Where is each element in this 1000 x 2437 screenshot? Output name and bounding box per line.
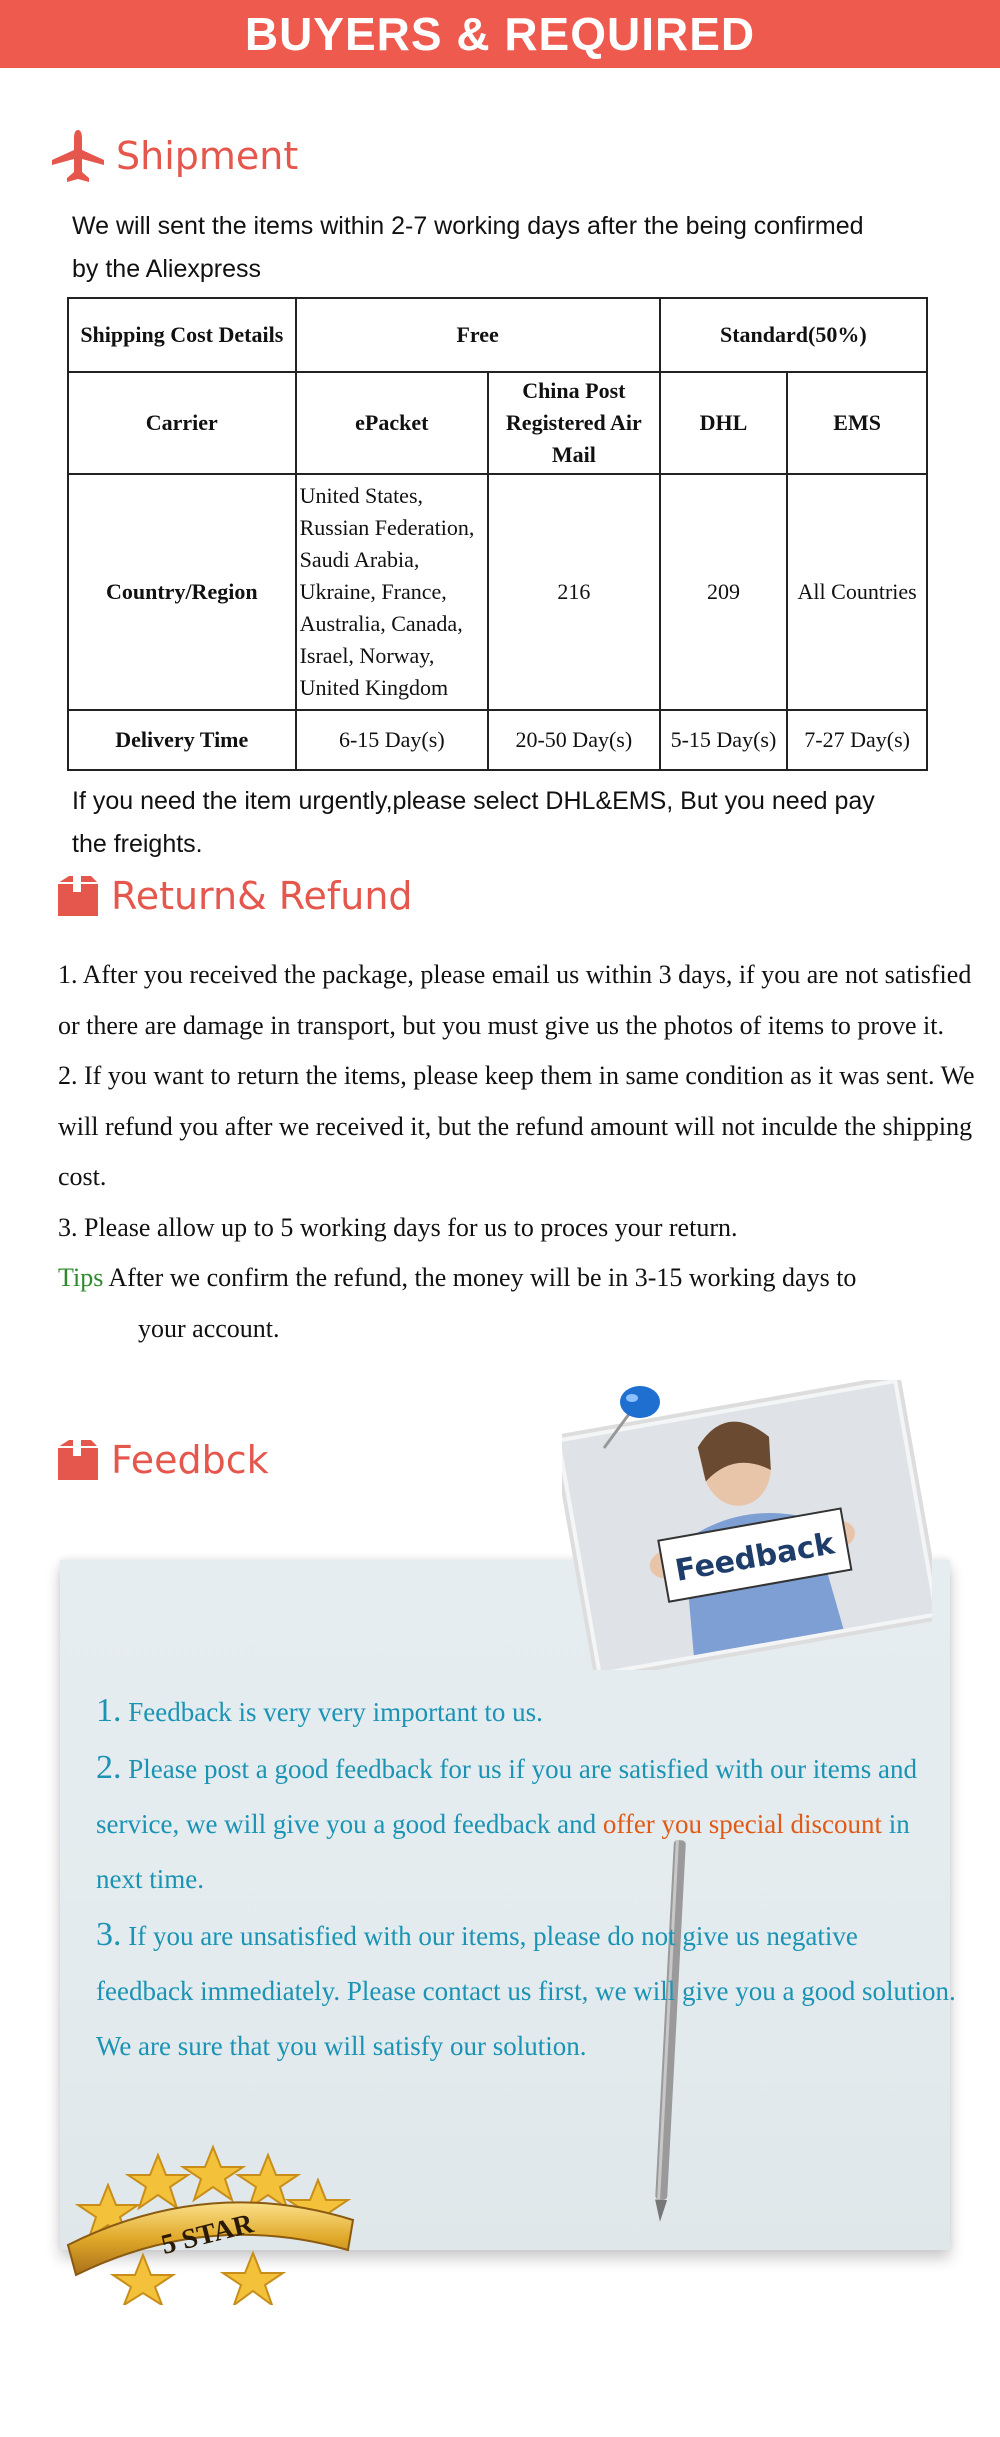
table-cell: EMS <box>787 372 927 474</box>
table-cell: 20-50 Day(s) <box>488 710 660 770</box>
table-row <box>68 298 927 372</box>
table-cell-standard: Standard(50%) <box>660 298 927 372</box>
feedback-item-2 <box>96 1740 956 1907</box>
country-line: United States, <box>299 483 424 508</box>
feedback-item-1-text: Feedback is very very important to us. <box>128 1697 543 1727</box>
refund-heading-label: Return& Refund <box>111 874 413 918</box>
refund-heading <box>55 873 413 919</box>
table-row <box>68 474 927 710</box>
feedback-item-1 <box>96 1683 956 1740</box>
refund-item-1: 1. After you received the package, please email us within 3 days, if you are not satisfied or there are damage in transport, but you must give us the photos of items to prove it. <box>58 960 972 1040</box>
table-cell-label: Carrier <box>68 372 296 474</box>
table-cell: DHL <box>660 372 788 474</box>
feedback-item-2-text: Please post a good feedback for us if you are satisfied with our items and service, we will give you a good feedback and <box>96 1754 918 1839</box>
refund-item-3: 3. Please allow up to 5 working days for us to proces your return. <box>58 1212 738 1242</box>
feedback-heading <box>55 1437 269 1483</box>
table-cell-countries <box>296 474 488 710</box>
refund-item-2: 2. If you want to return the items, please keep them in same condition as it was sent. We will refund you after we received it, but the refund amount will not inculde the shipping cost. <box>58 1061 975 1191</box>
country-line: Saudi Arabia, <box>299 547 420 572</box>
refund-tips-cont: your account. <box>138 1313 280 1343</box>
feedback-sign-text: Feedback <box>672 1526 838 1589</box>
table-row <box>68 710 927 770</box>
banner-title: BUYERS & REQUIRED <box>244 8 756 60</box>
shipment-note-line1: If you need the item urgently,please select DHL&EMS, But you need pay <box>72 787 875 815</box>
table-cell: ePacket <box>296 372 488 474</box>
table-cell: 209 <box>660 474 788 710</box>
table-cell: 216 <box>488 474 660 710</box>
feedback-item-2-tail: in next time. <box>96 1809 910 1894</box>
header-banner <box>0 0 1000 68</box>
box-icon <box>55 873 101 919</box>
shipping-table <box>67 297 928 771</box>
feedback-item-3 <box>96 1907 956 2074</box>
box-icon <box>55 1437 101 1483</box>
country-line: Australia, Canada, <box>299 611 463 636</box>
feedback-item-2-num: 2. <box>96 1749 122 1786</box>
shipment-note <box>72 780 972 866</box>
shipment-intro-line1: We will sent the items within 2-7 working days after the being confirmed <box>72 212 864 240</box>
country-line: Israel, Norway, <box>299 643 435 668</box>
table-cell: 7-27 Day(s) <box>787 710 927 770</box>
tips-text: After we confirm the refund, the money will be in 3-15 working days to <box>108 1263 857 1292</box>
feedback-text <box>96 1683 956 2074</box>
shipment-note-line2: the freights. <box>72 830 203 858</box>
table-cell: 5-15 Day(s) <box>660 710 788 770</box>
shipment-intro <box>72 205 972 291</box>
table-cell: 6-15 Day(s) <box>296 710 488 770</box>
table-row <box>68 372 927 474</box>
country-line: United Kingdom <box>299 675 449 700</box>
feedback-photo <box>562 1380 932 1670</box>
table-cell: All Countries <box>787 474 927 710</box>
feedback-item-1-num: 1. <box>96 1692 122 1729</box>
shipment-heading <box>50 128 298 184</box>
badge-text: 5 STAR <box>158 2208 257 2261</box>
feedback-item-2-highlight: offer you special discount <box>602 1809 883 1839</box>
table-cell: China Post Registered Air Mail <box>488 372 660 474</box>
tips-label: Tips <box>58 1263 104 1292</box>
five-star-badge <box>48 2125 368 2305</box>
country-line: Russian Federation, <box>299 515 475 540</box>
airplane-icon <box>50 128 106 184</box>
refund-tips <box>58 1253 978 1304</box>
refund-text <box>58 950 978 1354</box>
table-cell-label: Shipping Cost Details <box>68 298 296 372</box>
feedback-item-3-text: If you are unsatisfied with our items, please do not give us negative feedback immediately. Please contact us first, we will give you a good solution. We are sure that you will satisfy our solution. <box>96 1921 956 2061</box>
table-cell-label: Delivery Time <box>68 710 296 770</box>
feedback-item-3-num: 3. <box>96 1916 122 1953</box>
table-cell-free: Free <box>296 298 660 372</box>
country-line: Ukraine, France, <box>299 579 447 604</box>
table-cell-label: Country/Region <box>68 474 296 710</box>
shipment-heading-label: Shipment <box>116 134 299 178</box>
feedback-heading-label: Feedbck <box>111 1438 269 1482</box>
shipment-intro-line2: by the Aliexpress <box>72 255 261 283</box>
